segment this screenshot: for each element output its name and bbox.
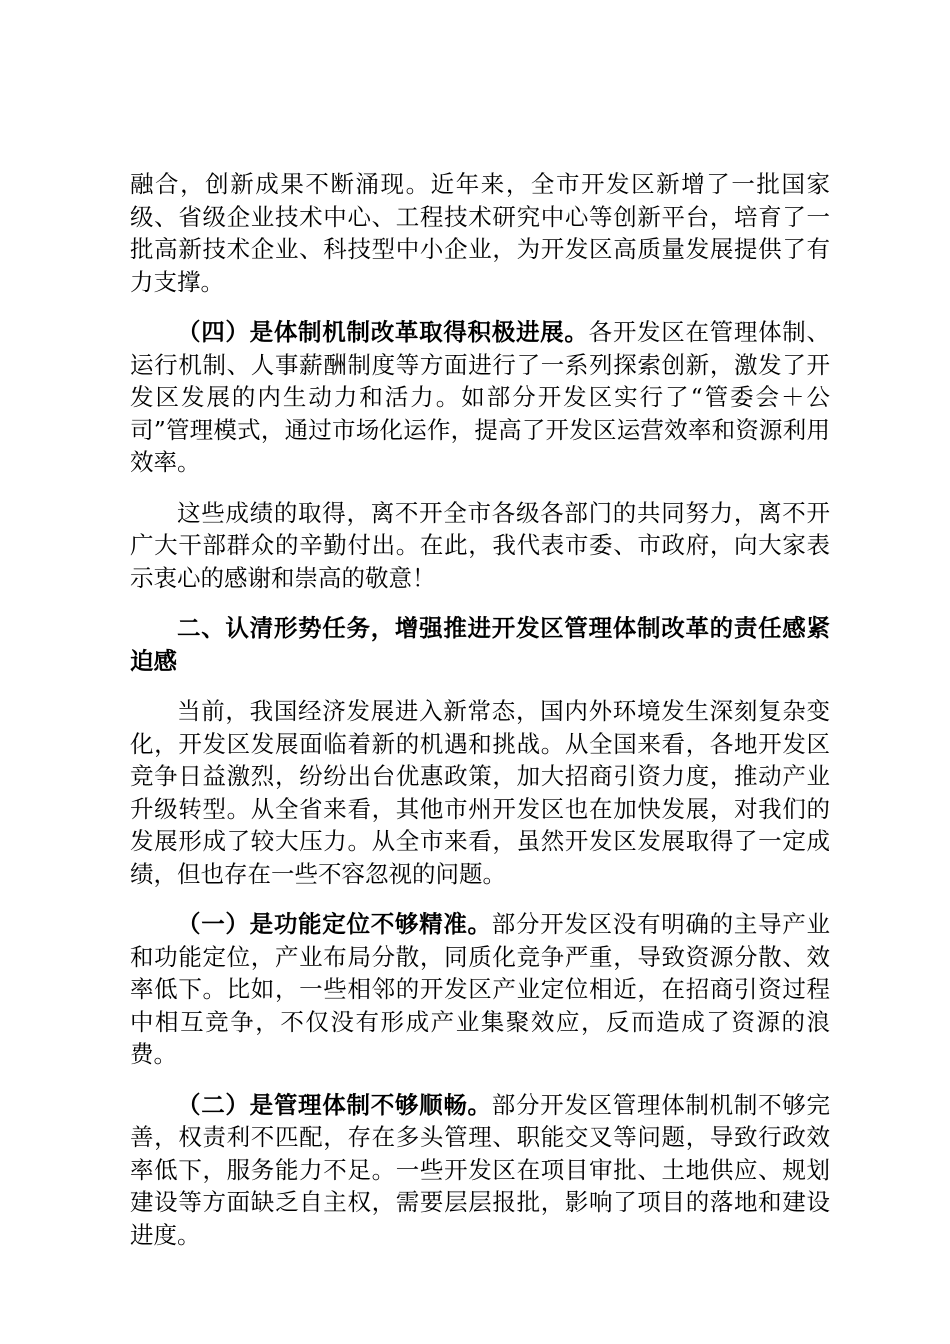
- paragraph-item-four: [130, 316, 830, 479]
- paragraph-lead: （二）是管理体制不够顺畅。: [177, 1090, 492, 1119]
- paragraph-text: 部分开发区没有明确的主导产业和功能定位，产业布局分散，同质化竞争严重，导致资源分散、效率低下。比如，一些相邻的开发区产业定位相近，在招商引资过程中相互竞争，不仅没有形成产业集聚效应，反而造成了资源的浪费。: [130, 910, 830, 1068]
- heading-text: 二、认清形势任务，增强推进开发区管理体制改革的责任感紧迫感: [130, 614, 830, 675]
- paragraph-thanks: [130, 497, 830, 595]
- section-heading: [130, 612, 830, 677]
- paragraph-text: 这些成绩的取得，离不开全市各级各部门的共同努力，离不开广大干部群众的辛勤付出。在此，我代表市委、市政府，向大家表示衷心的感谢和崇高的敬意！: [130, 498, 830, 592]
- paragraph-situation: [130, 695, 830, 890]
- paragraph-lead: （一）是功能定位不够精准。: [177, 910, 492, 938]
- paragraph-text: 各开发区在管理体制、运行机制、人事薪酬制度等方面进行了一系列探索创新，激发了开发区发展的内生动力和活力。如部分开发区实行了“管委会＋公司”管理模式，通过市场化运作，提高了开发区运营效率和资源利用效率。: [130, 318, 831, 476]
- paragraph-text: 部分开发区管理体制机制不够完善，权责利不匹配，存在多头管理、职能交叉等问题，导致行政效率低下，服务能力不足。一些开发区在项目审批、土地供应、规划建设等方面缺乏自主权，需要层层报批，影响了项目的落地和建设进度。: [130, 1090, 830, 1249]
- paragraph-text: 当前，我国经济发展进入新常态，国内外环境发生深刻复杂变化，开发区发展面临着新的机遇和挑战。从全国来看，各地开发区竞争日益激烈，纷纷出台优惠政策，加大招商引资力度，推动产业升级转型。从全省来看，其他市州开发区也在加快发展，对我们的发展形成了较大压力。从全市来看，虽然开发区发展取得了一定成绩，但也存在一些不容忽视的问题。: [130, 697, 830, 888]
- paragraph-text: 融合，创新成果不断涌现。近年来，全市开发区新增了一批国家级、省级企业技术中心、工程技术研究中心等创新平台，培育了一批高新技术企业、科技型中小企业，为开发区高质量发展提供了有力支撑。: [130, 170, 830, 296]
- paragraph-item-one: [130, 908, 830, 1071]
- paragraph-item-two: [130, 1089, 830, 1252]
- paragraph-lead: （四）是体制机制改革取得积极进展。: [177, 318, 589, 346]
- paragraph-continued: [130, 168, 830, 298]
- document-page: [130, 168, 830, 1251]
